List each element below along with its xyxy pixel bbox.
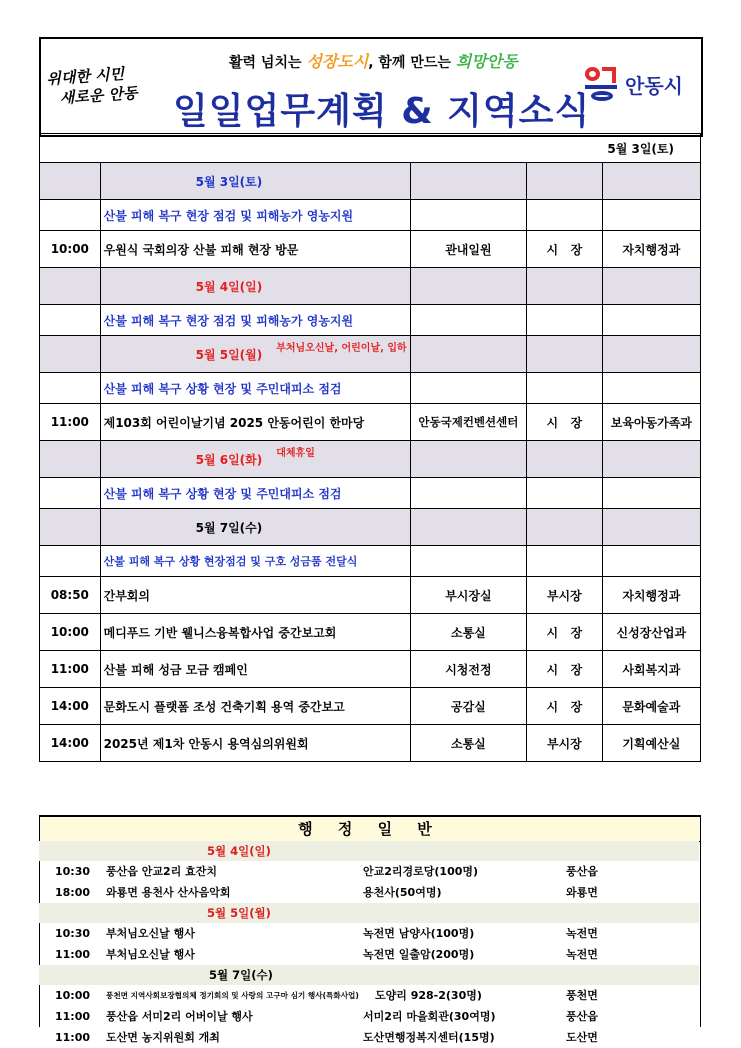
- general-date: 5월 5일(월): [39, 903, 699, 923]
- date-row: 5월 5일(월) $^{부처님오신날, 어린이날, 입하}$: [40, 336, 701, 373]
- list-item: 18:00 와룡면 용천사 산사음악회 용천사(50여명) 와룡면: [55, 886, 598, 899]
- table-row: 11:00 제103회 어린이날기념 2025 안동어린이 한마당 안동국제컨벤션센터 시 장 보육아동가족과: [40, 404, 701, 441]
- list-item: 11:00 부처님오신날 행사 녹전면 일출암(200명) 녹전면: [55, 948, 598, 961]
- schedule-table: [39, 133, 701, 762]
- date-row: 5월 4일(일): [40, 268, 701, 305]
- table-row: 10:00 메디푸드 기반 웰니스융복합사업 중간보고회 소통실 시 장 신성장산업과: [40, 614, 701, 651]
- andong-logo-icon: [585, 67, 619, 101]
- holiday-note: 대체휴일: [276, 447, 315, 459]
- document-page: [39, 37, 701, 1044]
- list-item: 10:00 풍천면 지역사회보장협의체 정기회의 및 사랑의 고구마 심기 행사(특화사업) 도양리 928-2(30명) 풍천면: [55, 989, 598, 1002]
- page-title: 일일업무계획 & 지역소식: [173, 91, 591, 132]
- report-date: 5월 3일(토): [40, 134, 701, 163]
- general-admin-heading: 행 정 일 반: [39, 815, 701, 842]
- date-row: 5월 3일(토): [40, 163, 701, 200]
- list-item: 11:00 풍산읍 서미2리 어버이날 행사 서미2리 마을회관(30여명) 풍산읍: [55, 1010, 598, 1023]
- table-row: 08:50 간부회의 부시장실 부시장 자치행정과: [40, 577, 701, 614]
- list-item: 10:30 부처님오신날 행사 녹전면 남양사(100명) 녹전면: [55, 927, 598, 940]
- andong-logo: 안동시: [585, 67, 683, 101]
- sub-row: 산불 피해 복구 상황 현장점검 및 구호 성금품 전달식: [40, 546, 701, 577]
- table-row: 14:00 2025년 제1차 안동시 용역심의위원회 소통실 부시장 기획예산실: [40, 725, 701, 762]
- document-header: [39, 37, 703, 137]
- sub-row: 산불 피해 복구 상황 현장 및 주민대피소 점검: [40, 373, 701, 404]
- sub-row: 산불 피해 복구 현장 점검 및 피해농가 영농지원: [40, 305, 701, 336]
- general-date: 5월 4일(일): [39, 841, 699, 861]
- table-row: 11:00 산불 피해 성금 모금 캠페인 시청전정 시 장 사회복지과: [40, 651, 701, 688]
- city-slogan: 위대한 시민 새로운 안동: [45, 64, 138, 108]
- table-row: 10:00 우원식 국회의장 산불 피해 현장 방문 관내일원 시 장 자치행정과: [40, 231, 701, 268]
- tagline: 활력 넘치는 성장도시, 함께 만드는 희망안동: [229, 52, 518, 71]
- table-row: 14:00 문화도시 플랫폼 조성 건축기획 용역 중간보고 공감실 시 장 문화예술과: [40, 688, 701, 725]
- general-admin-list: [39, 841, 699, 1048]
- list-item: 10:30 풍산읍 안교2리 효잔치 안교2리경로당(100명) 풍산읍: [55, 865, 598, 878]
- holiday-note: 부처님오신날, 어린이날, 입하: [276, 342, 407, 354]
- date-row: 5월 6일(화) $^{대체휴일}$: [40, 441, 701, 478]
- date-row: 5월 7일(수): [40, 509, 701, 546]
- sub-row: 산불 피해 복구 현장 점검 및 피해농가 영농지원: [40, 200, 701, 231]
- general-date: 5월 7일(수): [39, 965, 699, 985]
- list-item: 11:00 도산면 농지위원회 개최 도산면행정복지센터(15명) 도산면: [55, 1031, 598, 1044]
- header-date-row: [40, 134, 701, 163]
- sub-row: 산불 피해 복구 상황 현장 및 주민대피소 점검: [40, 478, 701, 509]
